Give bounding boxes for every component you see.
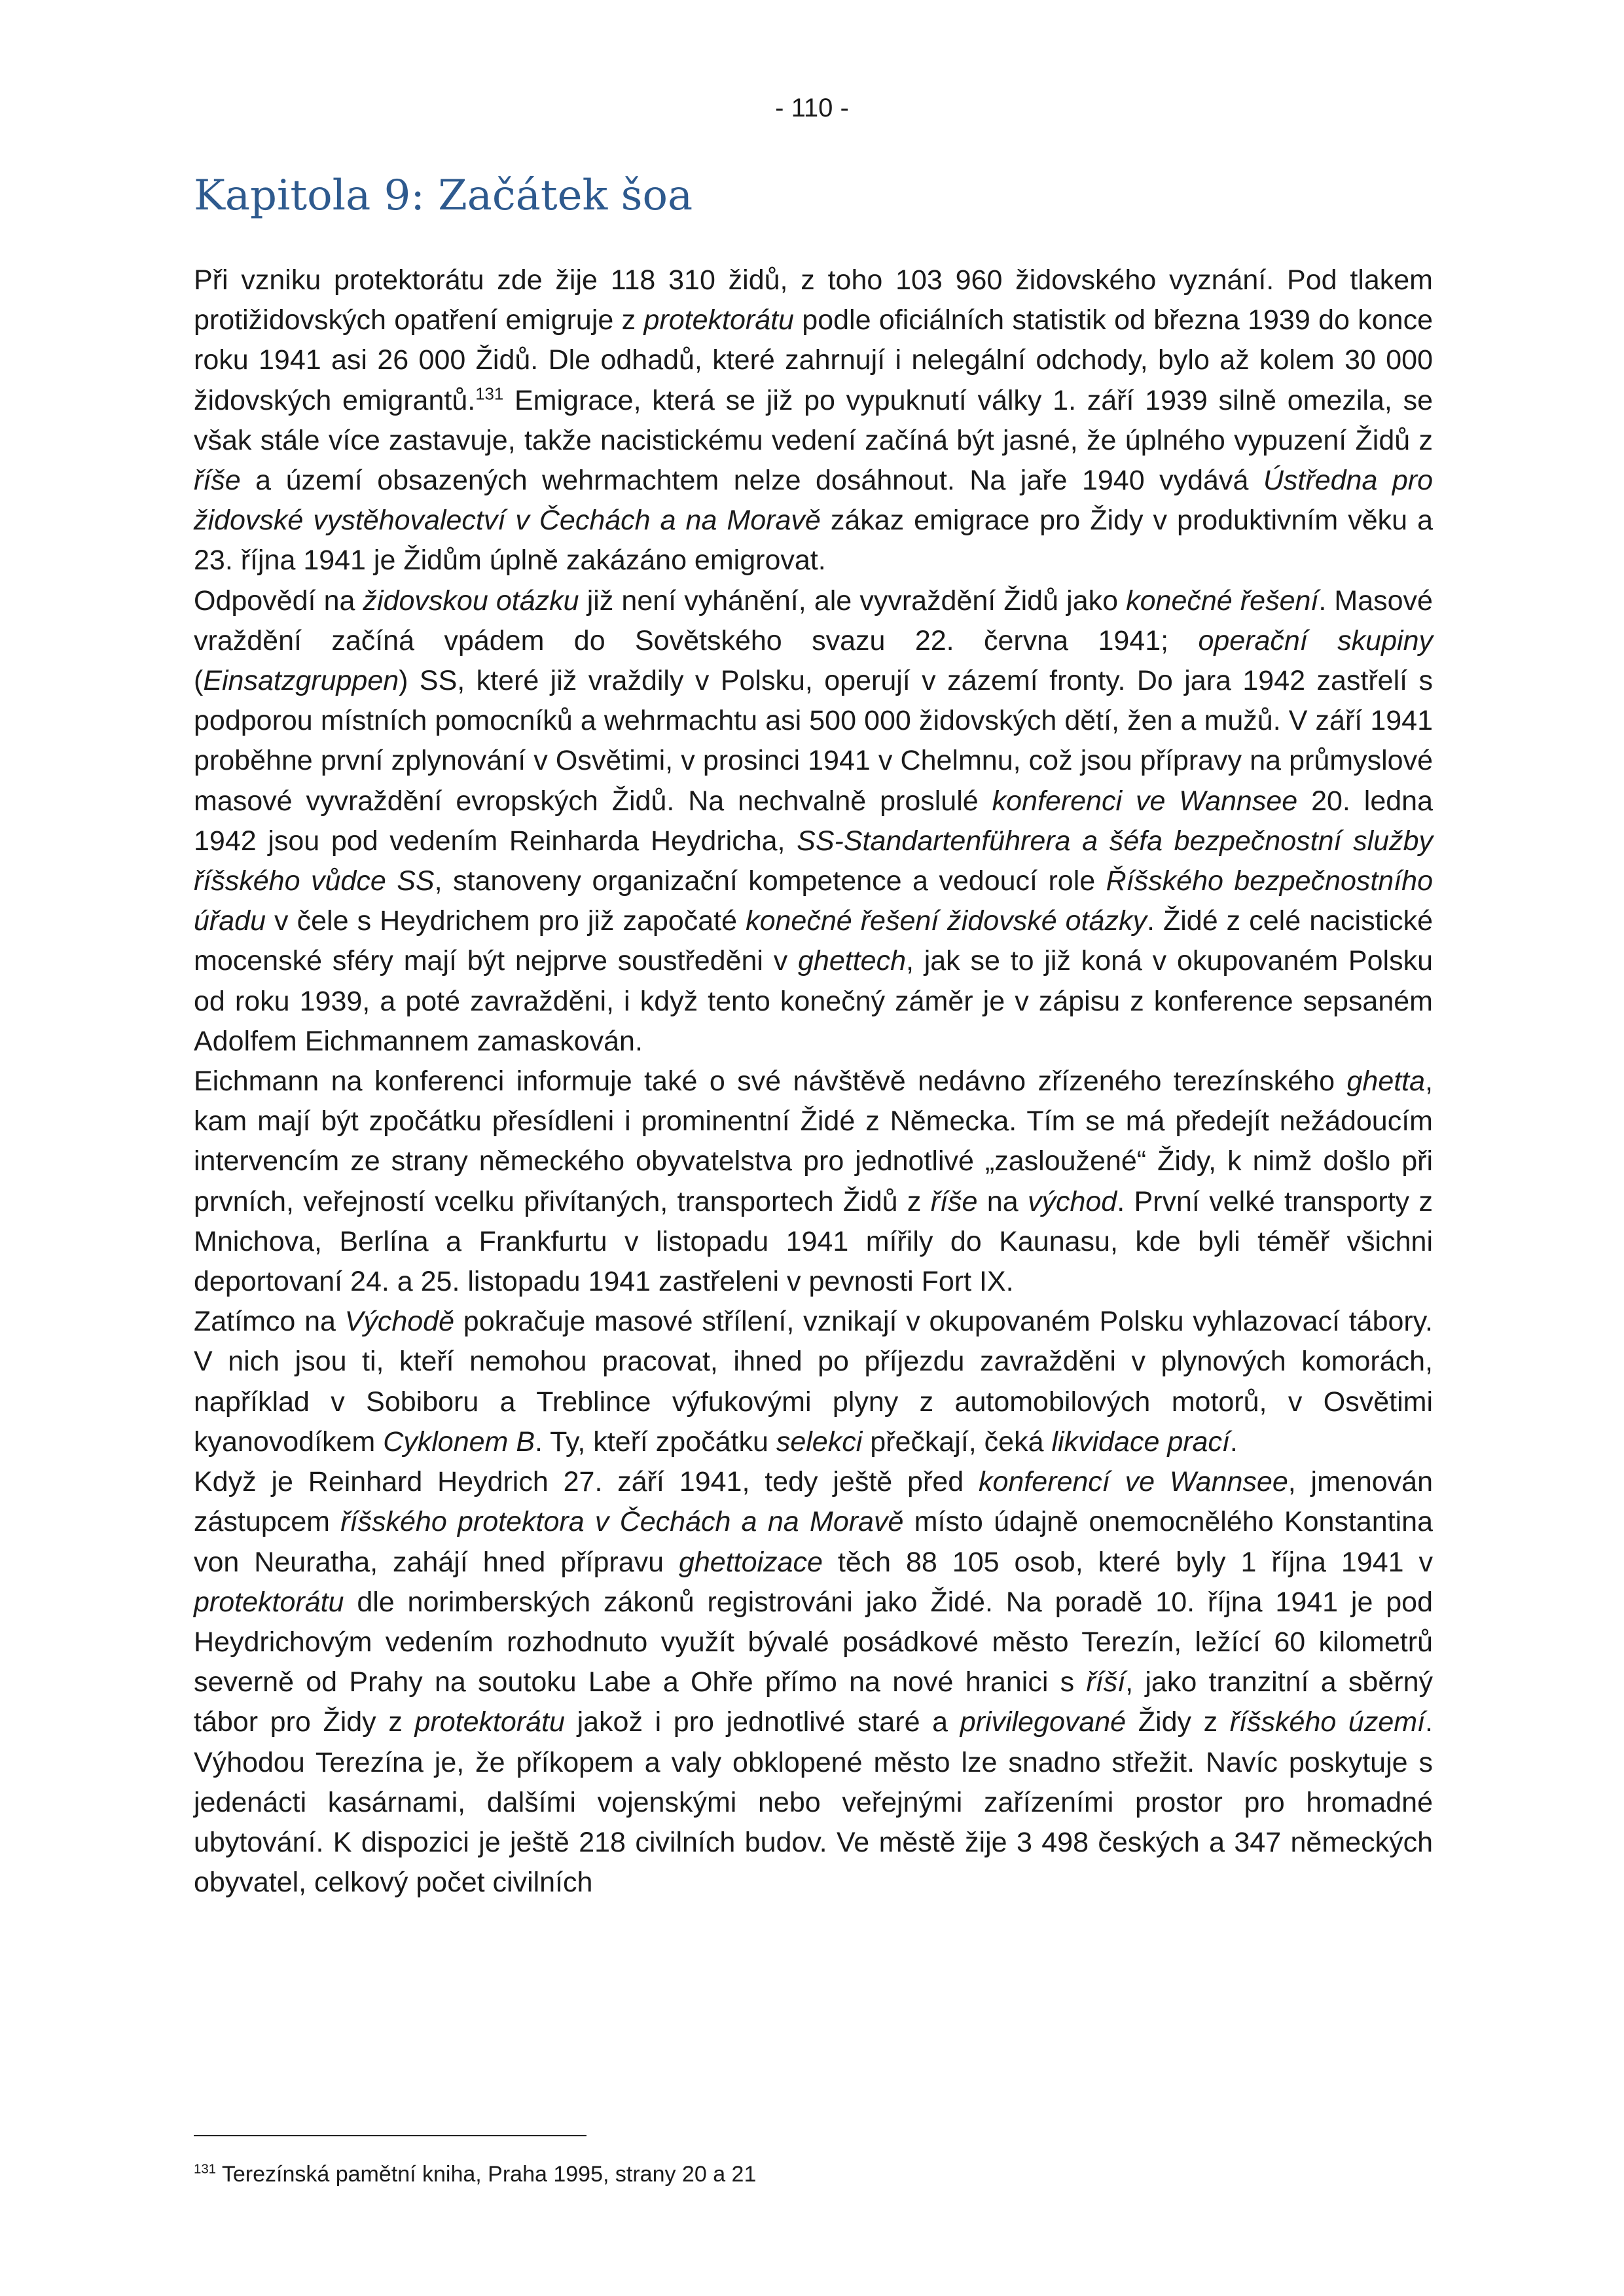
italic-text: židovskou otázku [363, 584, 579, 617]
footnote-text: Terezínská pamětní kniha, Praha 1995, strany 20 a 21 [216, 2162, 757, 2187]
text-run: a území obsazených wehrmachtem nelze dosáhnout. Na jaře 1940 vydává [240, 465, 1263, 497]
text-run: Židy z [1126, 1706, 1230, 1738]
text-run: ( [194, 665, 204, 697]
text-run: v čele s Heydrichem pro již započaté [265, 905, 746, 937]
italic-text: protektorátu [194, 1586, 344, 1618]
paragraph [194, 581, 1433, 1062]
italic-text: ghettech [798, 945, 906, 977]
paragraph [194, 260, 1433, 581]
text-run: pokračuje masové střílení, vznikají v okupovaném Polsku vyhlazovací tábory. V nich jsou ti, kteří nemohou pracovat, ihned po příjezdu zavražděni v plynových komorách, například v Sobiboru a Treblince výfukovými plyny z automobilových motorů, v Osvětimi kyanovodíkem [194, 1306, 1433, 1458]
italic-text: konferencí ve Wannsee [978, 1466, 1288, 1498]
text-run: Odpovědí na [194, 584, 363, 617]
italic-text: likvidace prací [1051, 1426, 1230, 1458]
text-run: Eichmann na konferenci informuje také o své návštěvě nedávno zřízeného terezínského [194, 1066, 1347, 1098]
footnote-separator [194, 2135, 586, 2136]
italic-text: Východě [344, 1306, 455, 1338]
italic-text: protektorátu [414, 1706, 565, 1738]
text-run: , jako tranzitní a sběrný tábor pro Židy z [194, 1666, 1433, 1738]
text-run: již není vyhánění, ale vyvraždění Židů jako [579, 584, 1127, 617]
text-run: . Výhodou Terezína je, že příkopem a valy obklopené město lze snadno střežit. Navíc poskytuje s jedenácti kasárnami, dalšími vojenskými nebo veřejnými zařízeními prostor pro hromadné ubytování. K dispozici je ještě 218 civilních budov. Ve městě žije 3 498 českých a 347 německých obyvatel, celkový počet civilních [194, 1706, 1433, 1899]
paragraph [194, 1462, 1433, 1903]
italic-text: selekci [776, 1426, 863, 1458]
italic-text: operační skupiny [1198, 624, 1433, 656]
text-run: Emigrace, která se již po vypuknutí války 1. září 1939 silně omezila, se však stále více zastavuje, takže nacistickému vedení začíná být jasné, že úplného vypuzení Židů z [194, 384, 1433, 456]
text-run: . Ty, kteří zpočátku [535, 1426, 776, 1458]
italic-text: Ústředna pro židovské vystěhovalectví v Čechách a na Moravě [194, 465, 1433, 537]
italic-text: východ [1027, 1185, 1117, 1217]
italic-text: ghetta [1346, 1066, 1426, 1098]
text-run: zákaz emigrace pro Židy v produktivním věku a 23. října 1941 je Židům úplně zakázáno emigrovat. [194, 505, 1434, 577]
italic-text: privilegované [960, 1706, 1127, 1738]
text-run: ) SS, které již vraždily v Polsku, operují v zázemí fronty. Do jara 1942 zastřelí s podporou místních pomocníků a wehrmachtu asi 500 000 židovských dětí, žen a mužů. V září 1941 proběhne první zplynování v Osvětimi, v prosinci 1941 v Chelmnu, což jsou přípravy na průmyslové masové vyvraždění evropských Židů. Na nechvalně proslulé [194, 665, 1433, 817]
text-run: dle norimberských zákonů registrováni jako Židé. Na poradě 10. října 1941 je pod Heydrichovým vedením rozhodnuto využít bývalé posádkové město Terezín, ležící 60 kilometrů severně od Prahy na soutoku Labe a Ohře přímo na nové hranici s [194, 1586, 1433, 1698]
text-run: , jak se to již koná v okupovaném Polsku od roku 1939, a poté zavražděni, i když tento konečný záměr je v zápisu z konference sepsaném Adolfem Eichmannem zamaskován. [194, 945, 1434, 1057]
paragraph [194, 1302, 1433, 1462]
text-run: přečkají, čeká [862, 1426, 1052, 1458]
italic-text: říšského protektora v Čechách a na Moravě [340, 1506, 904, 1538]
italic-text: říše [930, 1185, 978, 1217]
footnote [194, 2160, 756, 2189]
text-run: . [1229, 1426, 1238, 1458]
text-run: Zatímco na [194, 1306, 345, 1338]
text-run: . První velké transporty z Mnichova, Berlína a Frankfurtu v listopadu 1941 mířily do Kaunasu, kde byli téměř všichni deportovaní 24. a 25. listopadu 1941 zastřeleni v pevnosti Fort IX. [194, 1185, 1433, 1298]
text-run: na [977, 1185, 1028, 1217]
italic-text: ghettoizace [678, 1546, 823, 1578]
text-run: podle oficiálních statistik od března 1939 do konce roku 1941 asi 26 000 Židů. Dle odhadů, které zahrnují i nelegální odchody, bylo až kolem 30 000 židovských emigrantů. [194, 304, 1434, 416]
text-run: , kam mají být zpočátku přesídleni i prominentní Židé z Německa. Tím se má předejít nežádoucím intervencím ze strany německého obyvatelstva pro jednotlivé „zasloužené“ Židy, k nimž došlo při prvních, veřejností vcelku přivítaných, transportech Židů z [194, 1066, 1433, 1217]
italic-text: říše [194, 465, 241, 497]
text-run: místo údajně onemocnělého Konstantina von Neuratha, zahájí hned přípravu [194, 1506, 1434, 1578]
italic-text: konferenci ve Wannsee [992, 785, 1298, 817]
text-run: těch 88 105 osob, které byly 1 října 1941 v [822, 1546, 1433, 1578]
text-run: , jmenován zástupcem [194, 1466, 1433, 1538]
text-run: Když je Reinhard Heydrich 27. září 1941, tedy ještě před [194, 1466, 979, 1498]
italic-text: SS-Standartenführera a šéfa bezpečnostní služby říšského vůdce SS [194, 825, 1433, 897]
italic-text: Říšského bezpečnostního úřadu [194, 865, 1433, 937]
text-run: . Masové vraždění začíná vpádem do Sovětského svazu 22. června 1941; [194, 584, 1433, 656]
paragraph [194, 1062, 1433, 1302]
text-run: . Židé z celé nacistické mocenské sféry mají být nejprve soustředěni v [194, 905, 1433, 977]
italic-text: Einsatzgruppen [203, 665, 399, 697]
italic-text: říší [1086, 1666, 1126, 1698]
body-text [194, 260, 1433, 1903]
text-run: jakož i pro jednotlivé staré a [564, 1706, 960, 1738]
italic-text: Cyklonem B [383, 1426, 535, 1458]
footnote-reference: 131 [475, 385, 504, 404]
italic-text: konečné řešení [1126, 584, 1319, 617]
text-run: , stanoveny organizační kompetence a vedoucí role [434, 865, 1106, 897]
italic-text: protektorátu [643, 304, 794, 336]
text-run: Při vzniku protektorátu zde žije 118 310 židů, z toho 103 960 židovského vyznání. Pod tlakem protižidovských opatření emigruje z [194, 264, 1433, 336]
chapter-title: Kapitola 9: Začátek šoa [194, 171, 693, 220]
page-number: - 110 - [775, 94, 849, 122]
text-run: 20. ledna 1942 jsou pod vedením Reinharda Heydricha, [194, 785, 1434, 857]
footnote-number: 131 [194, 2162, 217, 2177]
italic-text: říšského území [1229, 1706, 1426, 1738]
italic-text: konečné řešení židovské otázky [746, 905, 1147, 937]
